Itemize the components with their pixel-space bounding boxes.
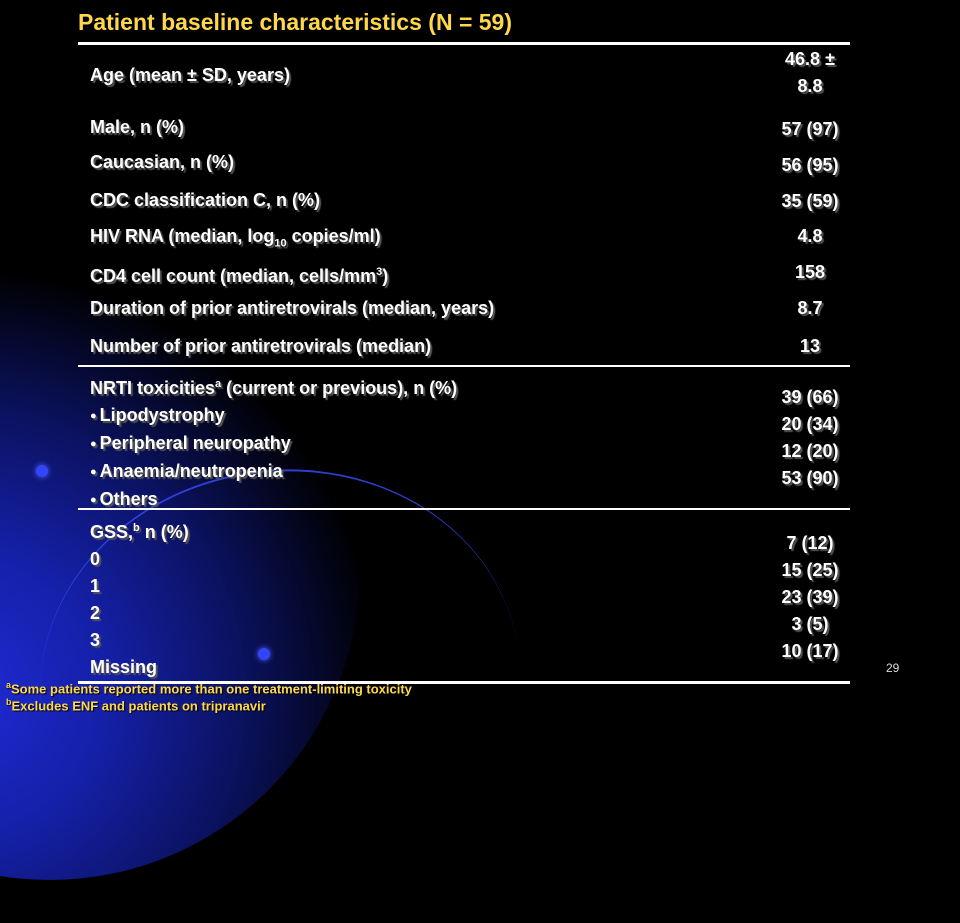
row-value-age-line2: 8.8 bbox=[797, 76, 823, 96]
nrti-item: Lipodystrophy bbox=[99, 405, 225, 425]
footnote-b-text: Excludes ENF and patients on tripranavir bbox=[11, 698, 266, 714]
row-value-age-line1: 46.8 ± bbox=[785, 49, 835, 69]
row-label-caucasian: Caucasian, n (%) bbox=[90, 152, 235, 172]
cd4-label-post: ) bbox=[382, 266, 389, 286]
nrti-header-text: NRTI toxicities bbox=[90, 378, 216, 398]
row-value-cdc: 35 (59) bbox=[781, 191, 839, 211]
row-value-caucasian: 56 (95) bbox=[781, 155, 839, 175]
row-label-duration: Duration of prior antiretrovirals (median, years) bbox=[90, 298, 495, 318]
nrti-item: Others bbox=[99, 489, 158, 509]
footnote-a-mark: a bbox=[6, 680, 12, 690]
nrti-header-sup: a bbox=[215, 378, 222, 390]
footnote-b-mark: b bbox=[6, 697, 12, 707]
nrti-value: 20 (34) bbox=[781, 414, 839, 434]
bullet-icon: ● bbox=[90, 466, 97, 478]
gss-value: 7 (12) bbox=[786, 533, 834, 553]
gss-item: 0 bbox=[90, 549, 101, 569]
row-label-number: Number of prior antiretrovirals (median) bbox=[90, 336, 432, 356]
nrti-value: 53 (90) bbox=[781, 468, 839, 488]
gss-value: 3 (5) bbox=[791, 614, 829, 634]
hiv-rna-label-post: copies/ml) bbox=[286, 226, 381, 246]
footnote-a-text: Some patients reported more than one treatment-limiting toxicity bbox=[11, 681, 412, 697]
hiv-rna-label-sub: 10 bbox=[274, 237, 287, 250]
gss-value: 23 (39) bbox=[781, 587, 839, 607]
row-label-hiv-rna bbox=[90, 223, 381, 258]
gss-header-post: n (%) bbox=[139, 522, 189, 542]
row-value-male: 57 (97) bbox=[781, 119, 839, 139]
gss-item: 2 bbox=[90, 603, 101, 623]
footnote-b bbox=[6, 697, 266, 713]
bullet-icon: ● bbox=[90, 410, 97, 422]
gss-header-text: GSS, bbox=[90, 522, 134, 542]
row-value-age bbox=[755, 46, 865, 100]
footnote-a bbox=[6, 680, 412, 696]
hiv-rna-label-text: HIV RNA (median, log bbox=[90, 226, 275, 246]
decorative-dot bbox=[36, 465, 48, 477]
bullet-icon: ● bbox=[90, 494, 97, 506]
row-label-age: Age (mean ± SD, years) bbox=[90, 65, 290, 85]
nrti-value: 39 (66) bbox=[781, 387, 839, 407]
table-divider bbox=[78, 365, 850, 367]
nrti-block bbox=[90, 371, 457, 514]
gss-header-sup: b bbox=[133, 522, 140, 534]
nrti-header-post: (current or previous), n (%) bbox=[221, 378, 458, 398]
gss-item: Missing bbox=[90, 657, 158, 677]
nrti-item: Anaemia/neutropenia bbox=[99, 461, 283, 481]
gss-value: 15 (25) bbox=[781, 560, 839, 580]
row-label-cdc: CDC classification C, n (%) bbox=[90, 190, 321, 210]
decorative-dot bbox=[258, 648, 270, 660]
gss-block bbox=[90, 515, 189, 681]
row-label-cd4 bbox=[90, 259, 388, 290]
gss-value: 10 (17) bbox=[781, 641, 839, 661]
slide-title: Patient baseline characteristics (N = 59) bbox=[78, 9, 513, 35]
bullet-icon: ● bbox=[90, 438, 97, 450]
row-label-male: Male, n (%) bbox=[90, 117, 185, 137]
table-top-rule bbox=[78, 42, 850, 45]
page-number: 29 bbox=[886, 661, 900, 675]
cd4-label-text: CD4 cell count (median, cells/mm bbox=[90, 266, 377, 286]
gss-item: 1 bbox=[90, 576, 101, 596]
gss-values bbox=[755, 530, 865, 665]
nrti-values bbox=[755, 384, 865, 492]
gss-item: 3 bbox=[90, 630, 101, 650]
row-value-number: 13 bbox=[799, 336, 821, 356]
row-value-hiv-rna: 4.8 bbox=[797, 226, 823, 246]
row-value-cd4: 158 bbox=[794, 262, 826, 282]
nrti-item: Peripheral neuropathy bbox=[99, 433, 291, 453]
row-value-duration: 8.7 bbox=[797, 298, 823, 318]
cd4-label-sup: 3 bbox=[376, 266, 383, 278]
nrti-value: 12 (20) bbox=[781, 441, 839, 461]
